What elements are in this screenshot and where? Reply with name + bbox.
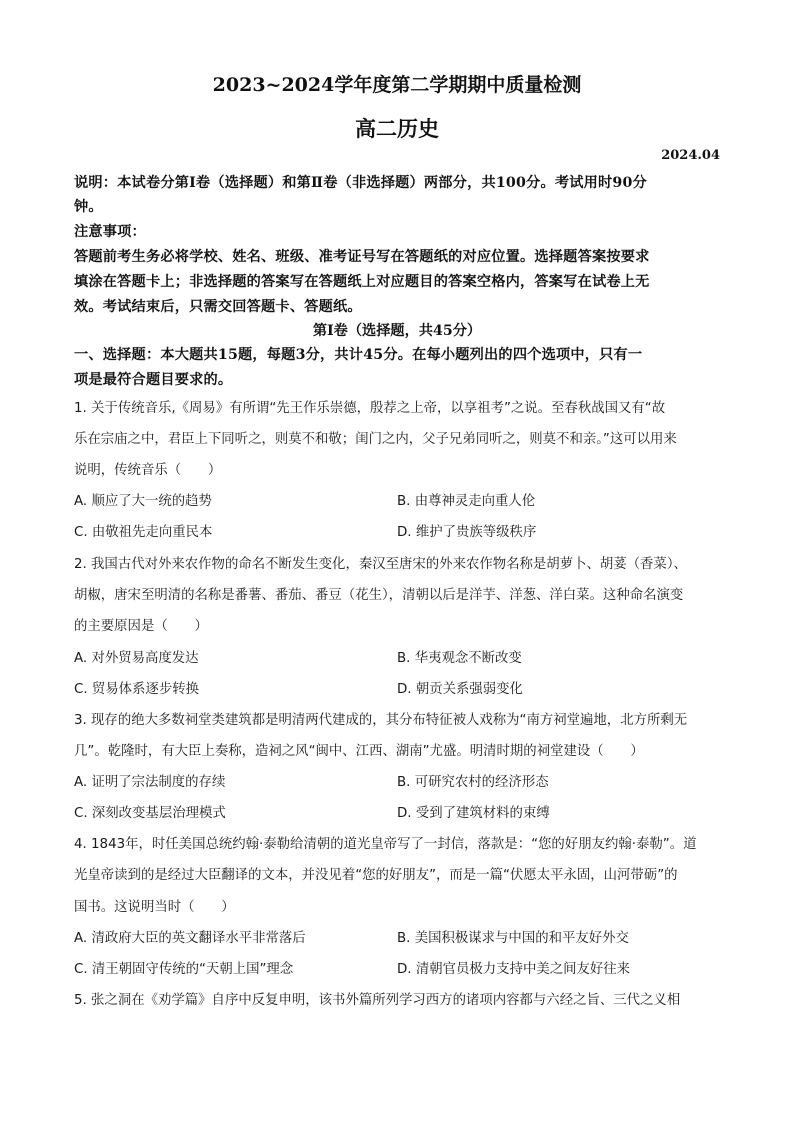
section-instructions-line-1: 一、选择题：本大题共15题，每题3分，共计45分。在每小题列出的四个选项中，只有一 — [74, 347, 643, 363]
notice-heading: 注意事项： — [74, 224, 146, 240]
question-3-option-a[interactable]: A. 证明了宗法制度的存续 — [74, 775, 226, 790]
question-3-line-1: 3. 现存的绝大多数祠堂类建筑都是明清两代建成的，其分布特征被人戏称为“南方祠堂遍地，北方所剩无 — [74, 713, 688, 728]
instructions-line-2: 钟。 — [74, 199, 103, 215]
instructions-line-1: 说明：本试卷分第Ⅰ卷（选择题）和第Ⅱ卷（非选择题）两部分，共100分。考试用时90分 — [74, 175, 647, 191]
part-one-title: 第Ⅰ卷（选择题，共45分） — [312, 323, 482, 339]
question-2-line-1: 2. 我国古代对外来农作物的命名不断发生变化，秦汉至唐宋的外来农作物名称是胡萝卜、胡荽（香菜）、 — [74, 557, 687, 572]
question-1-option-a[interactable]: A. 顺应了大一统的趋势 — [74, 494, 212, 509]
question-1-option-d[interactable]: D. 维护了贵族等级秩序 — [397, 525, 537, 540]
question-2-option-b[interactable]: B. 华夷观念不断改变 — [397, 651, 522, 666]
question-1-line-1: 1. 关于传统音乐,《周易》有所谓“先王作乐崇德，殷荐之上帝，以享祖考”之说。至春秋战国又有“故 — [74, 401, 666, 416]
question-1-line-3: 说明，传统音乐（ ） — [74, 463, 222, 478]
question-3-line-2: 几”。乾隆时，有大臣上奏称，造祠之风“闽中、江西、湖南”尤盛。明清时期的祠堂建设（ ） — [74, 744, 644, 759]
question-2-option-d[interactable]: D. 朝贡关系强弱变化 — [397, 682, 523, 697]
question-3-option-c[interactable]: C. 深刻改变基层治理模式 — [74, 806, 226, 821]
question-4-line-3: 国书。这说明当时（ ） — [74, 900, 235, 915]
question-2-line-2: 胡椒，唐宋至明清的名称是番薯、番茄、番豆（花生），清朝以后是洋芋、洋葱、洋白菜。这种命名演变 — [74, 588, 684, 603]
notice-line-3: 效。考试结束后，只需交回答题卡、答题纸。 — [74, 299, 362, 315]
question-4-option-a[interactable]: A. 清政府大臣的英文翻译水平非常落后 — [74, 931, 306, 946]
exam-date: 2024.04 — [661, 148, 720, 163]
question-2-option-a[interactable]: A. 对外贸易高度发达 — [74, 651, 199, 666]
question-2-option-c[interactable]: C. 贸易体系逐步转换 — [74, 682, 199, 697]
exam-title: 2023~2024学年度第二学期期中质量检测 — [212, 74, 582, 96]
question-5-line-1: 5. 张之洞在《劝学篇》自序中反复申明，该书外篇所列学习西方的诸项内容都与六经之旨、三代之义相 — [74, 993, 681, 1008]
question-1-option-b[interactable]: B. 由尊神灵走向重人伦 — [397, 494, 536, 509]
question-1-option-c[interactable]: C. 由敬祖先走向重民本 — [74, 525, 213, 540]
question-4-option-b[interactable]: B. 美国积极谋求与中国的和平友好外交 — [397, 931, 629, 946]
subject-title: 高二历史 — [355, 116, 439, 141]
question-4-option-d[interactable]: D. 清朝官员极力支持中美之间友好往来 — [397, 962, 631, 977]
question-2-line-3: 的主要原因是（ ） — [74, 619, 208, 634]
question-4-option-c[interactable]: C. 清王朝固守传统的“天朝上国”理念 — [74, 962, 294, 977]
question-3-option-d[interactable]: D. 受到了建筑材料的束缚 — [397, 806, 550, 821]
question-4-line-1: 4. 1843年，时任美国总统约翰·泰勒给清朝的道光皇帝写了一封信，落款是：“您的好朋友约翰·泰勒”。道 — [74, 837, 697, 852]
notice-line-1: 答题前考生务必将学校、姓名、班级、准考证号写在答题纸的对应位置。选择题答案按要求 — [74, 249, 650, 265]
question-1-line-2: 乐在宗庙之中，君臣上下同听之，则莫不和敬；闺门之内，父子兄弟同听之，则莫不和亲。”这可以用来 — [74, 432, 677, 447]
notice-line-2: 填涂在答题卡上；非选择题的答案写在答题纸上对应题目的答案空格内，答案写在试卷上无 — [74, 274, 650, 290]
section-instructions-line-2: 项是最符合题目要求的。 — [74, 372, 233, 388]
question-4-line-2: 光皇帝读到的是经过大臣翻译的文本，并没见着“您的好朋友”，而是一篇“伏愿太平永固，山河带砺”的 — [74, 868, 678, 883]
question-3-option-b[interactable]: B. 可研究农村的经济形态 — [397, 775, 549, 790]
